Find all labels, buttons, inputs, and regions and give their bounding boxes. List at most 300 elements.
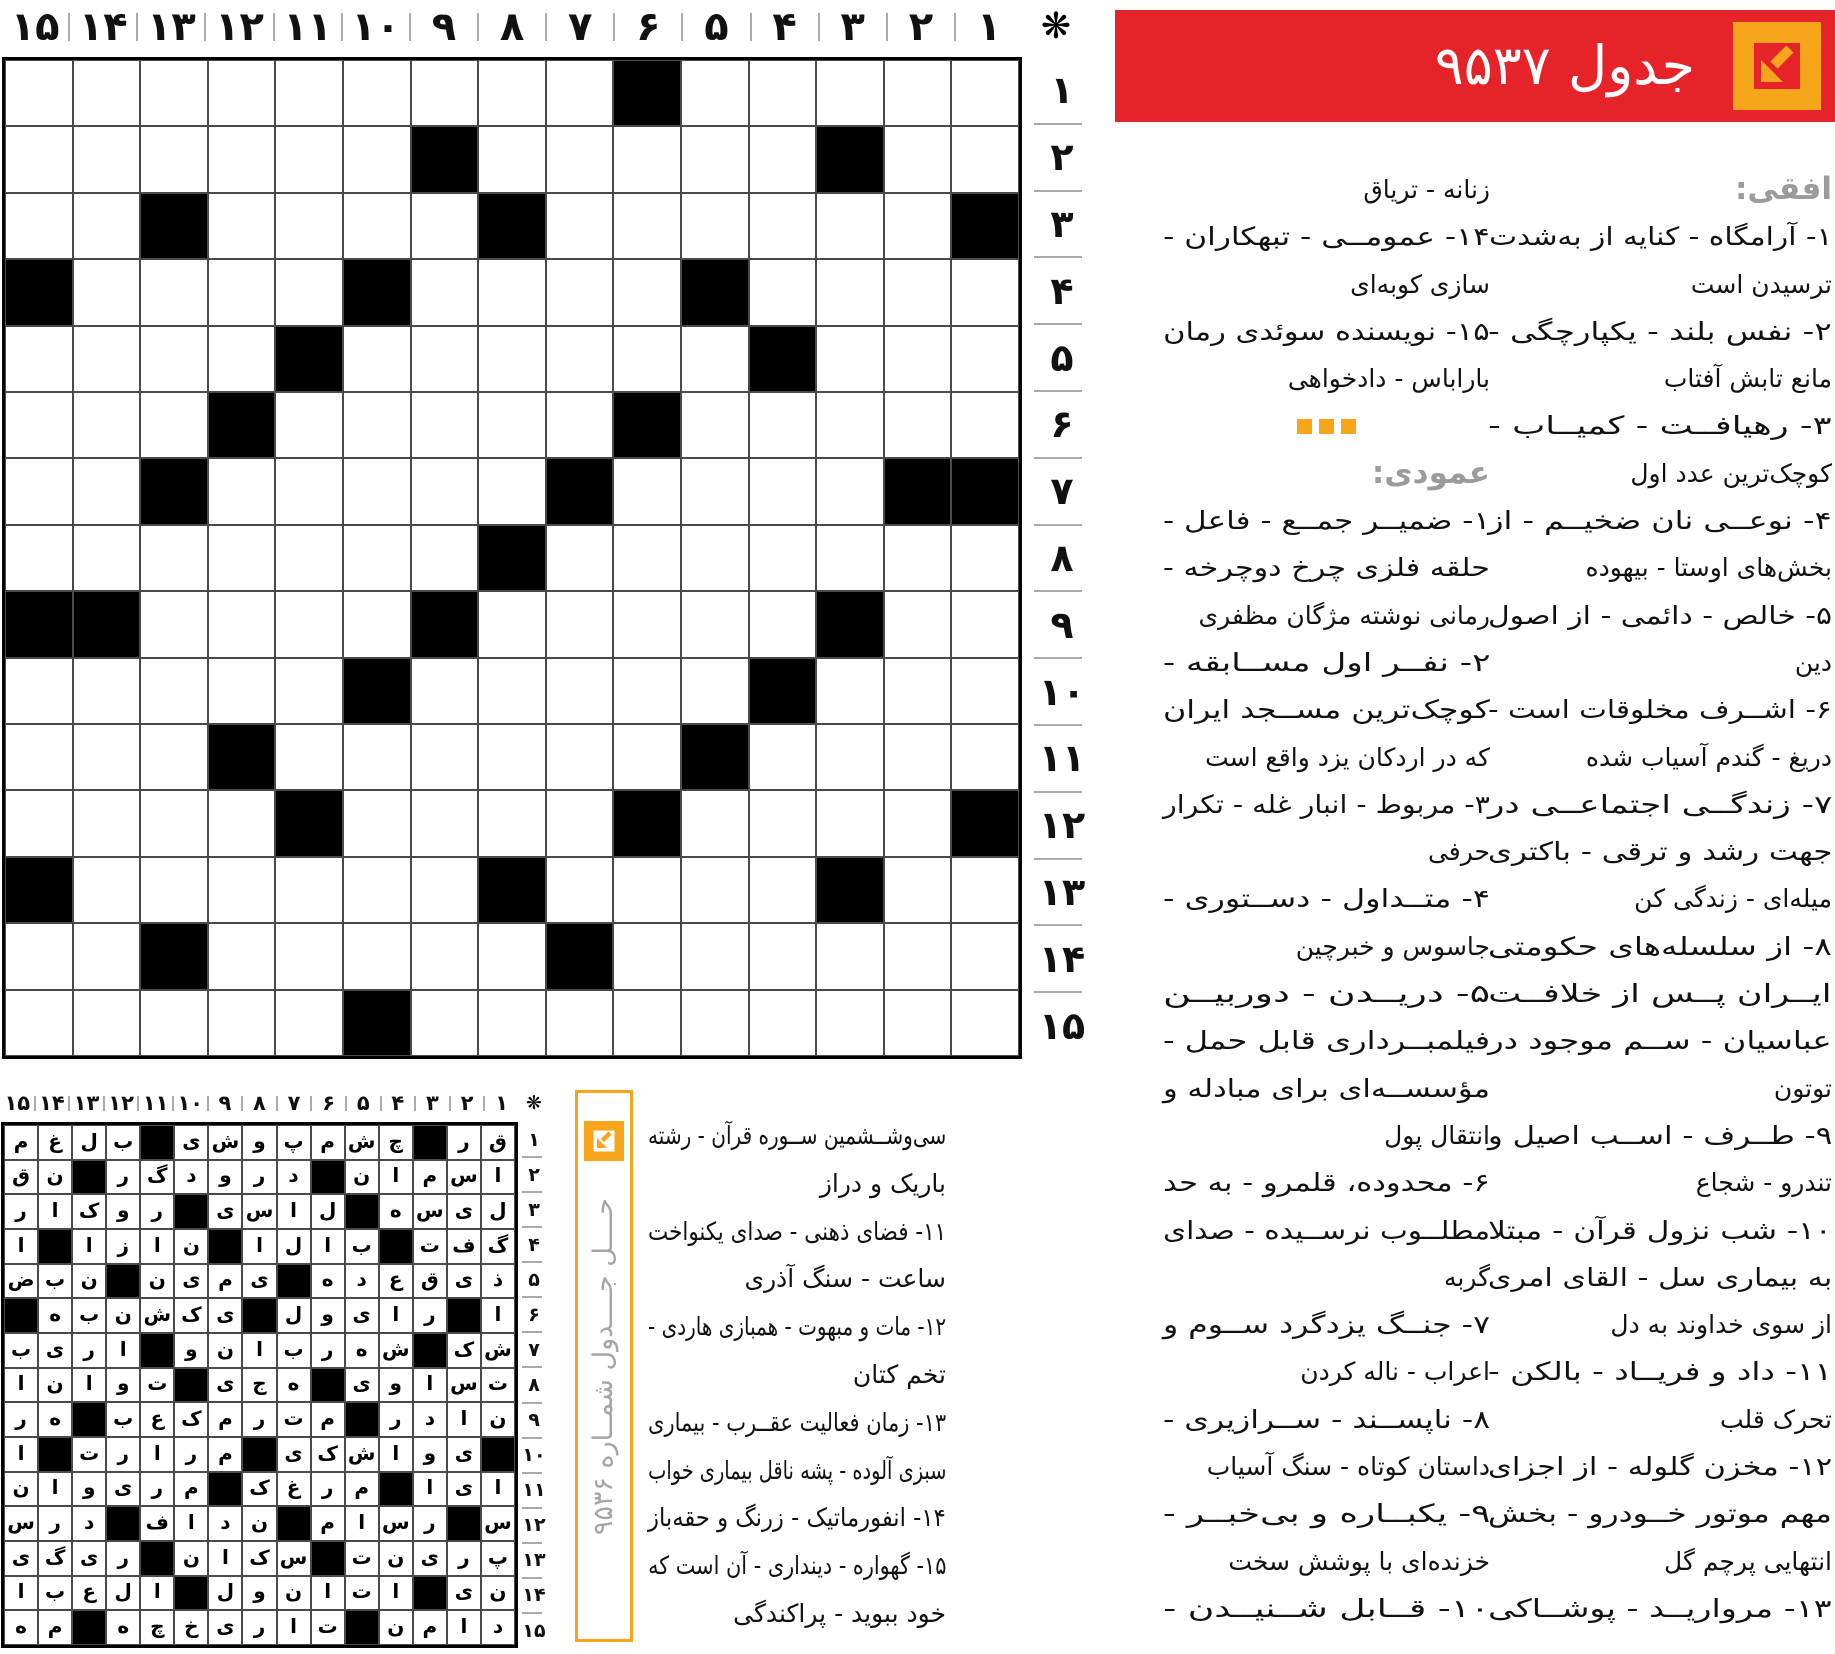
grid-cell[interactable] (343, 525, 411, 591)
grid-cell[interactable] (749, 724, 817, 790)
grid-cell[interactable] (816, 392, 884, 458)
grid-cell: ع (140, 1402, 174, 1437)
grid-cell[interactable] (478, 60, 546, 126)
grid-cell[interactable] (411, 857, 479, 923)
black-cell[interactable] (5, 857, 73, 923)
grid-cell[interactable] (208, 60, 276, 126)
grid-cell: ر (311, 1472, 345, 1507)
black-cell[interactable] (749, 326, 817, 392)
grid-cell[interactable] (613, 525, 681, 591)
grid-cell[interactable] (208, 790, 276, 856)
grid-cell[interactable] (478, 923, 546, 989)
clue-line: ۱۱- فضای ذهنی - صدای یکنواخت (647, 1216, 946, 1246)
black-cell[interactable] (613, 60, 681, 126)
grid-cell[interactable] (5, 724, 73, 790)
grid-cell: و (174, 1333, 208, 1368)
grid-cell[interactable] (478, 658, 546, 724)
grid-cell: ی (4, 1541, 38, 1576)
grid-cell: ی (174, 1264, 208, 1299)
black-cell[interactable] (613, 790, 681, 856)
column-number: ۷ (567, 4, 593, 50)
clue-line: انتقال پول (1384, 1120, 1490, 1150)
grid-cell[interactable] (816, 259, 884, 325)
grid-cell[interactable] (208, 591, 276, 657)
column-number: ۸ (253, 1091, 266, 1115)
grid-cell: ر (447, 1541, 481, 1576)
grid-cell[interactable] (546, 126, 614, 192)
grid-cell[interactable] (749, 857, 817, 923)
grid-cell[interactable] (613, 259, 681, 325)
grid-cell[interactable] (681, 658, 749, 724)
grid-cell[interactable] (73, 990, 141, 1056)
grid-cell[interactable] (884, 724, 952, 790)
grid-cell[interactable] (951, 591, 1019, 657)
grid-cell: ا (277, 1610, 311, 1645)
grid-cell: ی (208, 1194, 242, 1229)
black-cell[interactable] (816, 126, 884, 192)
clue-line: ۱- ضمیــر جمــع - فاعل - (1162, 506, 1490, 536)
grid-cell[interactable] (275, 458, 343, 524)
black-cell[interactable] (749, 658, 817, 724)
column-number: ۱ (976, 4, 1002, 50)
grid-cell: ر (242, 1610, 276, 1645)
grid-cell[interactable] (884, 790, 952, 856)
grid-cell[interactable] (613, 857, 681, 923)
grid-cell[interactable] (749, 990, 817, 1056)
grid-cell[interactable] (140, 658, 208, 724)
black-cell[interactable] (546, 923, 614, 989)
grid-cell[interactable] (613, 193, 681, 259)
clue-line: ۱۵- گهواره - دینداری - آن است که (647, 1551, 946, 1581)
across-clues-lines (1488, 213, 1832, 1632)
grid-cell[interactable] (275, 259, 343, 325)
big-grid-column-numbers (2, 0, 1022, 54)
clue-line: جهت رشد و ترقی - باکتری (1487, 837, 1832, 867)
grid-cell[interactable] (275, 923, 343, 989)
grid-cell[interactable] (546, 857, 614, 923)
grid-cell[interactable] (73, 193, 141, 259)
grid-cell: ت (72, 1437, 106, 1472)
grid-cell[interactable] (275, 193, 343, 259)
clue-line: باریک و دراز (819, 1168, 946, 1198)
grid-cell[interactable] (884, 326, 952, 392)
column-number: ۳ (840, 4, 865, 50)
grid-cell[interactable] (546, 591, 614, 657)
black-cell[interactable] (140, 193, 208, 259)
grid-cell[interactable] (73, 525, 141, 591)
grid-cell[interactable] (140, 126, 208, 192)
black-cell[interactable] (546, 458, 614, 524)
grid-cell[interactable] (951, 60, 1019, 126)
grid-cell[interactable] (681, 525, 749, 591)
grid-cell[interactable] (749, 392, 817, 458)
clue-line: ۶- اشــرف مخلوقات است - (1488, 695, 1832, 725)
black-cell[interactable] (884, 458, 952, 524)
grid-cell[interactable] (681, 790, 749, 856)
grid-cell[interactable] (411, 193, 479, 259)
grid-cell: گ (140, 1160, 174, 1195)
grid-cell[interactable] (749, 591, 817, 657)
grid-cell[interactable] (546, 525, 614, 591)
grid-cell[interactable] (140, 857, 208, 923)
black-cell (447, 1506, 481, 1541)
grid-cell[interactable] (73, 724, 141, 790)
row-number: ۲ (1050, 135, 1074, 180)
grid-cell[interactable] (478, 392, 546, 458)
grid-cell: ر (174, 1437, 208, 1472)
grid-cell[interactable] (275, 724, 343, 790)
black-cell[interactable] (478, 857, 546, 923)
grid-cell[interactable] (681, 458, 749, 524)
grid-cell[interactable] (275, 60, 343, 126)
grid-cell[interactable] (884, 591, 952, 657)
black-cell[interactable] (816, 857, 884, 923)
grid-cell[interactable] (411, 990, 479, 1056)
grid-cell[interactable] (816, 326, 884, 392)
grid-cell[interactable] (681, 126, 749, 192)
grid-cell: م (208, 1264, 242, 1299)
grid-cell[interactable] (546, 259, 614, 325)
grid-cell[interactable] (816, 60, 884, 126)
grid-cell[interactable] (884, 990, 952, 1056)
black-cell[interactable] (411, 126, 479, 192)
grid-cell[interactable] (546, 990, 614, 1056)
grid-cell[interactable] (884, 60, 952, 126)
grid-cell: ر (4, 1402, 38, 1437)
black-cell (140, 1125, 174, 1160)
grid-cell[interactable] (343, 193, 411, 259)
grid-cell[interactable] (140, 60, 208, 126)
grid-cell[interactable] (951, 326, 1019, 392)
black-cell (481, 1437, 515, 1472)
black-cell (242, 1437, 276, 1472)
grid-cell[interactable] (613, 126, 681, 192)
grid-cell[interactable] (343, 392, 411, 458)
grid-cell[interactable] (546, 658, 614, 724)
grid-cell[interactable] (208, 923, 276, 989)
grid-cell[interactable] (816, 525, 884, 591)
grid-cell[interactable] (343, 60, 411, 126)
black-cell[interactable] (478, 193, 546, 259)
grid-cell[interactable] (208, 326, 276, 392)
grid-cell[interactable] (951, 392, 1019, 458)
grid-cell: ن (174, 1541, 208, 1576)
grid-cell[interactable] (546, 790, 614, 856)
grid-cell[interactable] (73, 392, 141, 458)
grid-cell[interactable] (208, 259, 276, 325)
grid-cell[interactable] (951, 857, 1019, 923)
grid-cell[interactable] (343, 724, 411, 790)
grid-cell[interactable] (681, 392, 749, 458)
grid-cell[interactable] (5, 990, 73, 1056)
black-cell[interactable] (140, 923, 208, 989)
grid-cell[interactable] (816, 923, 884, 989)
grid-cell[interactable] (816, 790, 884, 856)
previous-solution-label: حــــل جــــدول شمــاره ۹۵۳۶ (588, 1198, 619, 1536)
grid-cell[interactable] (343, 790, 411, 856)
grid-cell[interactable] (5, 392, 73, 458)
row-number: ۱۱ (522, 1479, 546, 1502)
black-cell (208, 1472, 242, 1507)
grid-cell[interactable] (681, 990, 749, 1056)
black-cell[interactable] (951, 790, 1019, 856)
grid-cell[interactable] (208, 990, 276, 1056)
grid-cell[interactable] (140, 525, 208, 591)
grid-cell: ا (38, 1194, 72, 1229)
grid-cell[interactable] (140, 790, 208, 856)
grid-cell[interactable] (5, 126, 73, 192)
column-number: ۱ (495, 1091, 509, 1115)
down-heading: عمودی: (1371, 454, 1490, 491)
grid-cell[interactable] (140, 259, 208, 325)
grid-cell[interactable] (546, 392, 614, 458)
clue-line: اعراب - ناله کردن (1300, 1357, 1490, 1387)
grid-cell[interactable] (411, 458, 479, 524)
grid-cell[interactable] (749, 923, 817, 989)
grid-cell: ی (208, 1610, 242, 1645)
grid-cell[interactable] (681, 591, 749, 657)
grid-cell[interactable] (5, 658, 73, 724)
grid-cell[interactable] (478, 458, 546, 524)
black-cell (345, 1194, 379, 1229)
black-cell (72, 1402, 106, 1437)
clue-line: ۵- دریــدن - دوربیــن (1162, 979, 1490, 1009)
grid-cell[interactable] (73, 326, 141, 392)
grid-cell: ه (345, 1333, 379, 1368)
grid-cell: ب (277, 1333, 311, 1368)
grid-cell[interactable] (613, 458, 681, 524)
grid-cell: ر (106, 1160, 140, 1195)
grid-cell[interactable] (411, 525, 479, 591)
grid-cell: ش (379, 1333, 413, 1368)
black-cell[interactable] (816, 591, 884, 657)
grid-cell: ت (277, 1402, 311, 1437)
grid-cell[interactable] (5, 326, 73, 392)
grid-cell: ه (38, 1298, 72, 1333)
grid-cell[interactable] (275, 525, 343, 591)
grid-cell[interactable] (816, 658, 884, 724)
grid-cell: ب (38, 1264, 72, 1299)
grid-cell[interactable] (749, 790, 817, 856)
clue-line: ۱۲- مات و مبهوت - همبازی هاردی - (647, 1312, 946, 1342)
clue-line: انتهایی پرچم گل (1664, 1546, 1832, 1576)
grid-cell[interactable] (816, 458, 884, 524)
grid-cell[interactable] (613, 990, 681, 1056)
grid-cell: پ (481, 1541, 515, 1576)
grid-cell[interactable] (73, 458, 141, 524)
grid-cell[interactable] (343, 591, 411, 657)
black-cell[interactable] (478, 525, 546, 591)
grid-cell[interactable] (613, 326, 681, 392)
grid-cell[interactable] (681, 60, 749, 126)
grid-cell[interactable] (208, 857, 276, 923)
grid-cell[interactable] (681, 326, 749, 392)
black-cell[interactable] (343, 259, 411, 325)
clue-line: خزنده‌ای با پوشش سخت (1228, 1546, 1490, 1576)
clue-line: ۱۱- داد و فریــاد - بالکن - (1487, 1357, 1832, 1387)
grid-cell: گ (481, 1229, 515, 1264)
black-cell[interactable] (613, 392, 681, 458)
grid-cell[interactable] (478, 326, 546, 392)
grid-cell[interactable] (749, 525, 817, 591)
grid-cell[interactable] (275, 126, 343, 192)
grid-cell[interactable] (73, 126, 141, 192)
grid-cell[interactable] (478, 591, 546, 657)
grid-cell: ر (242, 1402, 276, 1437)
black-cell[interactable] (275, 326, 343, 392)
grid-cell[interactable] (411, 923, 479, 989)
black-cell[interactable] (73, 591, 141, 657)
grid-cell[interactable] (208, 525, 276, 591)
grid-cell[interactable] (951, 923, 1019, 989)
black-cell[interactable] (411, 591, 479, 657)
grid-cell[interactable] (546, 193, 614, 259)
grid-cell[interactable] (884, 525, 952, 591)
grid-cell[interactable] (884, 658, 952, 724)
grid-cell[interactable] (613, 591, 681, 657)
black-cell[interactable] (208, 724, 276, 790)
grid-cell: ا (174, 1506, 208, 1541)
grid-cell[interactable] (5, 790, 73, 856)
grid-cell[interactable] (411, 326, 479, 392)
grid-cell[interactable] (140, 392, 208, 458)
newspaper-logo-icon (1733, 22, 1821, 110)
black-cell[interactable] (208, 392, 276, 458)
grid-cell[interactable] (478, 724, 546, 790)
black-cell[interactable] (275, 790, 343, 856)
grid-cell[interactable] (411, 724, 479, 790)
grid-cell[interactable] (613, 923, 681, 989)
grid-cell[interactable] (884, 857, 952, 923)
grid-cell[interactable] (884, 259, 952, 325)
grid-cell[interactable] (140, 990, 208, 1056)
grid-cell[interactable] (816, 724, 884, 790)
grid-cell[interactable] (546, 724, 614, 790)
grid-cell[interactable] (73, 259, 141, 325)
column-number: ۱۳ (73, 1091, 100, 1115)
grid-cell[interactable] (478, 990, 546, 1056)
black-cell[interactable] (681, 724, 749, 790)
grid-cell[interactable] (275, 857, 343, 923)
grid-cell[interactable] (140, 591, 208, 657)
clue-line: توتون (1773, 1073, 1832, 1103)
row-number: ۳ (528, 1198, 540, 1221)
grid-cell: س (413, 1194, 447, 1229)
row-number: ۶ (1050, 402, 1074, 447)
grid-cell[interactable] (5, 923, 73, 989)
clue-line: ۷- جنــگ یزدگرد ســوم و (1162, 1310, 1490, 1340)
grid-cell[interactable] (343, 923, 411, 989)
grid-cell[interactable] (411, 259, 479, 325)
grid-cell[interactable] (546, 60, 614, 126)
grid-cell[interactable] (73, 790, 141, 856)
grid-cell[interactable] (411, 790, 479, 856)
grid-cell[interactable] (343, 126, 411, 192)
clue-line: از سوی خداوند به دل (1610, 1310, 1832, 1340)
grid-cell[interactable] (884, 392, 952, 458)
grid-cell[interactable] (478, 126, 546, 192)
row-number: ۱۳ (1038, 869, 1086, 914)
grid-cell[interactable] (208, 193, 276, 259)
grid-cell[interactable] (749, 60, 817, 126)
grid-cell[interactable] (951, 259, 1019, 325)
grid-cell[interactable] (681, 193, 749, 259)
grid-cell[interactable] (884, 126, 952, 192)
grid-cell[interactable] (208, 126, 276, 192)
black-cell[interactable] (140, 458, 208, 524)
grid-cell[interactable] (951, 658, 1019, 724)
grid-cell[interactable] (343, 458, 411, 524)
grid-cell[interactable] (749, 126, 817, 192)
grid-cell[interactable] (749, 193, 817, 259)
grid-cell[interactable] (478, 259, 546, 325)
grid-cell[interactable] (749, 259, 817, 325)
previous-solution-strip (575, 1090, 633, 1642)
black-cell[interactable] (343, 990, 411, 1056)
grid-cell[interactable] (951, 990, 1019, 1056)
grid-cell[interactable] (546, 326, 614, 392)
black-cell[interactable] (951, 193, 1019, 259)
grid-cell: ل (481, 1194, 515, 1229)
grid-cell[interactable] (73, 857, 141, 923)
grid-cell[interactable] (478, 790, 546, 856)
clue-line: ۴- متــداول - دســتوری - (1162, 884, 1490, 914)
down-clues-bottom-block (648, 1112, 946, 1638)
grid-cell[interactable] (884, 923, 952, 989)
grid-cell[interactable] (140, 326, 208, 392)
grid-cell[interactable] (411, 60, 479, 126)
grid-cell[interactable] (343, 326, 411, 392)
grid-cell[interactable] (749, 458, 817, 524)
black-cell[interactable] (951, 458, 1019, 524)
grid-cell[interactable] (816, 990, 884, 1056)
grid-cell[interactable] (275, 658, 343, 724)
grid-cell[interactable] (5, 525, 73, 591)
grid-cell[interactable] (613, 724, 681, 790)
grid-cell[interactable] (275, 990, 343, 1056)
grid-cell[interactable] (73, 658, 141, 724)
grid-cell[interactable] (411, 392, 479, 458)
grid-cell[interactable] (275, 591, 343, 657)
grid-cell[interactable] (343, 857, 411, 923)
grid-cell[interactable] (951, 126, 1019, 192)
grid-cell[interactable] (951, 724, 1019, 790)
black-cell[interactable] (681, 259, 749, 325)
grid-cell[interactable] (73, 923, 141, 989)
grid-cell[interactable] (73, 60, 141, 126)
grid-cell: ن (481, 1402, 515, 1437)
grid-cell[interactable] (816, 193, 884, 259)
grid-cell[interactable] (613, 658, 681, 724)
grid-cell[interactable] (5, 458, 73, 524)
black-cell (140, 1333, 174, 1368)
grid-cell[interactable] (208, 658, 276, 724)
grid-cell[interactable] (208, 458, 276, 524)
black-cell[interactable] (343, 658, 411, 724)
grid-cell: ی (345, 1368, 379, 1403)
grid-cell[interactable] (140, 724, 208, 790)
black-cell[interactable] (5, 591, 73, 657)
grid-cell[interactable] (275, 392, 343, 458)
grid-cell[interactable] (681, 857, 749, 923)
grid-cell[interactable] (5, 60, 73, 126)
grid-cell[interactable] (681, 923, 749, 989)
grid-cell[interactable] (411, 658, 479, 724)
grid-cell[interactable] (951, 525, 1019, 591)
grid-cell[interactable] (884, 193, 952, 259)
grid-cell[interactable] (5, 193, 73, 259)
black-cell[interactable] (5, 259, 73, 325)
